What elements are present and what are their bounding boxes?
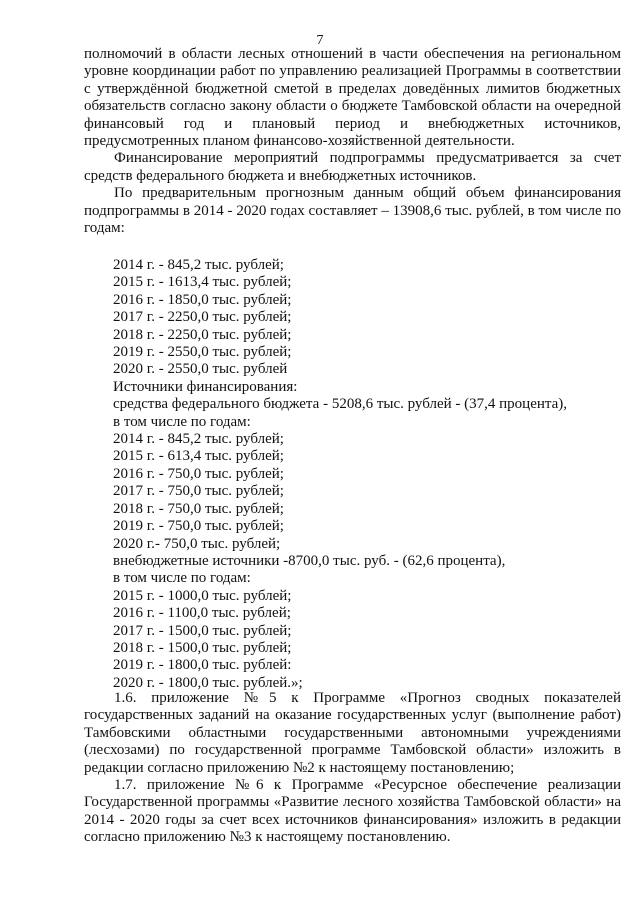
- extrabudget-in-years: в том числе по годам:: [113, 570, 251, 587]
- paragraph-2: Финансирование мероприятий подпрограммы предусматривается за счет средств федерального бюджета и внебюджетных источников.: [84, 150, 621, 184]
- intro-text: [84, 46, 621, 237]
- list-item: 2015 г. - 613,4 тыс. рублей;: [113, 448, 284, 465]
- list-item: 2017 г. - 750,0 тыс. рублей;: [113, 483, 284, 500]
- list-item: 2019 г. - 750,0 тыс. рублей;: [113, 518, 284, 535]
- list-item: 2017 г. - 2250,0 тыс. рублей;: [113, 309, 292, 326]
- list-item: 2015 г. - 1613,4 тыс. рублей;: [113, 274, 292, 291]
- list-item: 2014 г. - 845,2 тыс. рублей;: [113, 431, 284, 448]
- federal-in-years: в том числе по годам:: [113, 413, 251, 430]
- list-item: 2019 г. - 1800,0 тыс. рублей:: [113, 657, 292, 674]
- list-item: 2018 г. - 750,0 тыс. рублей;: [113, 500, 284, 517]
- paragraph-3: По предварительным прогнозным данным общий объем финансирования подпрограммы в 2014 - 2020 годах составляет – 13908,6 тыс. рублей, в том числе по годам:: [84, 185, 621, 237]
- page-number: 7: [316, 33, 324, 48]
- list-item: 2019 г. - 2550,0 тыс. рублей;: [113, 344, 292, 361]
- financing-list: [113, 257, 613, 692]
- list-item: 2020 г. - 2550,0 тыс. рублей: [113, 361, 288, 378]
- item-1-6: 1.6. приложение №5 к Программе «Прогноз сводных показателей государственных заданий на оказание государственных услуг (выполнение работ) Тамбовскими областными государственными автономными учреждениями (лесхозами) по государственной программе Тамбовской области» изложить в редакции согласно приложению №2 к настоящему постановлению;: [84, 690, 621, 776]
- list-item: 2015 г. - 1000,0 тыс. рублей;: [113, 587, 292, 604]
- paragraph-1: полномочий в области лесных отношений в части обеспечения на региональном уровне координации работ по управлению реализацией Программы в соответствии с утверждённой бюджетной сметой в пределах доведённых лимитов бюджетных обязательств согласно закону области о бюджете Тамбовской области на очередной финансовый год и плановый период и внебюджетных источников, предусмотренных планом финансово-хозяйственной деятельности.: [84, 46, 621, 150]
- sources-heading: Источники финансирования:: [113, 378, 298, 395]
- list-item: 2016 г. - 1100,0 тыс. рублей;: [113, 605, 291, 622]
- list-item: 2020 г.- 750,0 тыс. рублей;: [113, 535, 281, 552]
- list-item: 2017 г. - 1500,0 тыс. рублей;: [113, 622, 292, 639]
- extrabudget-line: внебюджетные источники -8700,0 тыс. руб. - (62,6 процента),: [113, 552, 506, 569]
- federal-line: средства федерального бюджета - 5208,6 тыс. рублей - (37,4 процента),: [113, 396, 568, 413]
- list-item: 2018 г. - 2250,0 тыс. рублей;: [113, 326, 292, 343]
- list-item: 2016 г. - 750,0 тыс. рублей;: [113, 465, 284, 482]
- list-item: 2020 г. - 1800,0 тыс. рублей.»;: [113, 674, 303, 691]
- item-1-7: 1.7. приложение №6 к Программе «Ресурсное обеспечение реализации Государственной программы «Развитие лесного хозяйства Тамбовской области» на 2014 - 2020 годы за счет всех источников финансирования» изложить в редакции согласно приложению №3 к настоящему постановлению.: [84, 777, 621, 846]
- list-item: 2018 г. - 1500,0 тыс. рублей;: [113, 639, 292, 656]
- list-item: 2016 г. - 1850,0 тыс. рублей;: [113, 291, 292, 308]
- amendments: [84, 690, 621, 847]
- list-item: 2014 г. - 845,2 тыс. рублей;: [113, 257, 284, 273]
